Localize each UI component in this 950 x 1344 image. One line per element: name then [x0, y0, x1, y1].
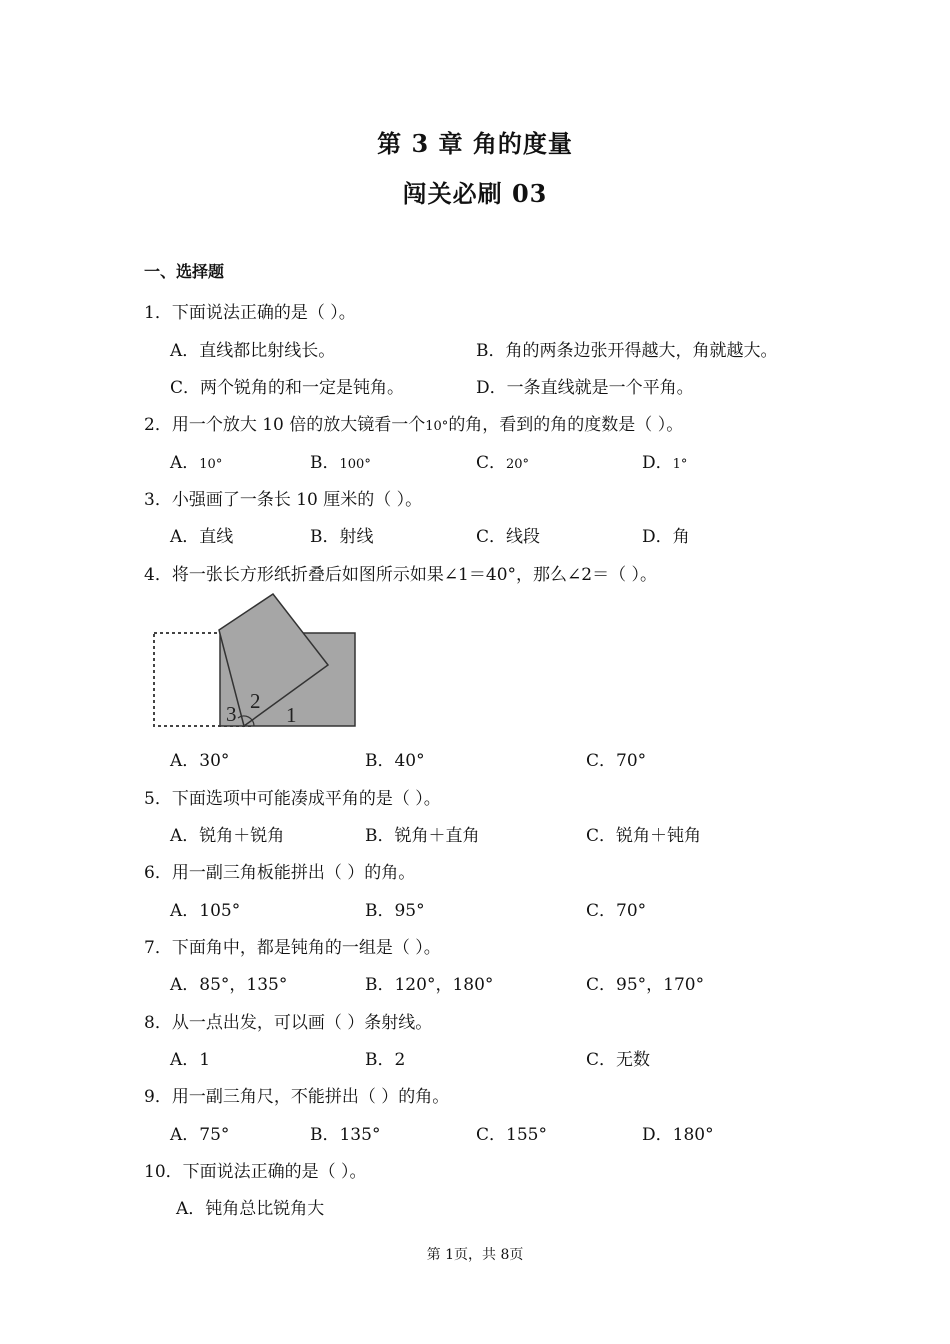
q1-option-b: B．角的两条边张开得越大，角就越大。: [476, 341, 778, 361]
q4-option-b: B．40°: [365, 751, 425, 771]
section-heading: 一、选择题: [144, 262, 225, 281]
question-10: 10．下面说法正确的是（ ）。: [144, 1162, 367, 1182]
q2-option-c-value: 20°: [506, 457, 530, 472]
question-8: 8．从一点出发，可以画（ ）条射线。: [144, 1013, 433, 1033]
question-7: 7．下面角中，都是钝角的一组是（ ）。: [144, 938, 441, 958]
q2-option-d-value: 1°: [672, 457, 688, 472]
q2-option-b-label: B．: [310, 453, 340, 473]
q7-option-a: A．85°，135°: [170, 975, 288, 995]
q2-option-a-label: A．: [170, 453, 200, 473]
page-subtitle: 闯关必刷 03: [402, 179, 548, 208]
q1-option-c: C．两个锐角的和一定是钝角。: [170, 378, 405, 398]
q2-option-b: [310, 448, 371, 473]
q2-text-part-b: 的角，看到的角的度数是（ ）。: [448, 415, 684, 435]
q9-option-b: B．135°: [310, 1125, 381, 1145]
q2-option-d-label: D．: [642, 453, 673, 473]
q2-degree: 10°: [425, 419, 449, 434]
q2-option-c: [476, 448, 529, 473]
q2-text-part-a: 2．用一个放大 10 倍的放大镜看一个: [144, 415, 426, 435]
q8-option-b: B．2: [365, 1050, 406, 1070]
question-1: 1．下面说法正确的是（ ）。: [144, 303, 356, 323]
q2-option-a-value: 10°: [199, 457, 223, 472]
q2-option-d: [642, 448, 687, 473]
page-title: 第 3 章 角的度量: [377, 129, 573, 158]
question-2: [144, 410, 683, 435]
q9-option-a: A．75°: [170, 1125, 230, 1145]
q5-option-a: A．锐角＋锐角: [170, 826, 285, 846]
q4-option-a: A．30°: [170, 751, 230, 771]
q5-option-c: C．锐角＋钝角: [586, 826, 702, 846]
angle-label-1: 1: [286, 703, 297, 727]
q6-option-b: B．95°: [365, 901, 425, 921]
question-5: 5．下面选项中可能凑成平角的是（ ）。: [144, 789, 441, 809]
q3-option-c: C．线段: [476, 527, 541, 547]
q8-option-c: C．无数: [586, 1050, 651, 1070]
q3-option-a: A．直线: [170, 527, 234, 547]
q4-option-c: C．70°: [586, 751, 647, 771]
q6-option-a: A．105°: [170, 901, 241, 921]
question-6: 6．用一副三角板能拼出（ ）的角。: [144, 863, 416, 883]
angle-label-2: 2: [250, 689, 261, 713]
angle-label-3: 3: [226, 702, 237, 726]
page-footer: 第 1页，共 8页: [426, 1247, 524, 1263]
q2-option-c-label: C．: [476, 453, 507, 473]
q9-option-c: C．155°: [476, 1125, 547, 1145]
folded-paper-figure: [150, 590, 362, 732]
q1-option-d: D．一条直线就是一个平角。: [476, 378, 694, 398]
q3-option-b: B．射线: [310, 527, 374, 547]
q5-option-b: B．锐角＋直角: [365, 826, 480, 846]
question-3: 3．小强画了一条长 10 厘米的（ ）。: [144, 490, 423, 510]
q7-option-c: C．95°，170°: [586, 975, 705, 995]
q8-option-a: A．1: [170, 1050, 211, 1070]
q1-option-a: A．直线都比射线长。: [170, 341, 336, 361]
q2-option-a: [170, 448, 222, 473]
q6-option-c: C．70°: [586, 901, 647, 921]
q7-option-b: B．120°，180°: [365, 975, 494, 995]
question-9: 9．用一副三角尺，不能拼出（ ）的角。: [144, 1087, 450, 1107]
q10-option-a: A．钝角总比锐角大: [176, 1199, 325, 1219]
question-4: 4．将一张长方形纸折叠后如图所示如果∠1＝40°，那么∠2＝（ ）。: [144, 565, 657, 585]
q3-option-d: D．角: [642, 527, 690, 547]
q2-option-b-value: 100°: [339, 457, 371, 472]
q9-option-d: D．180°: [642, 1125, 714, 1145]
